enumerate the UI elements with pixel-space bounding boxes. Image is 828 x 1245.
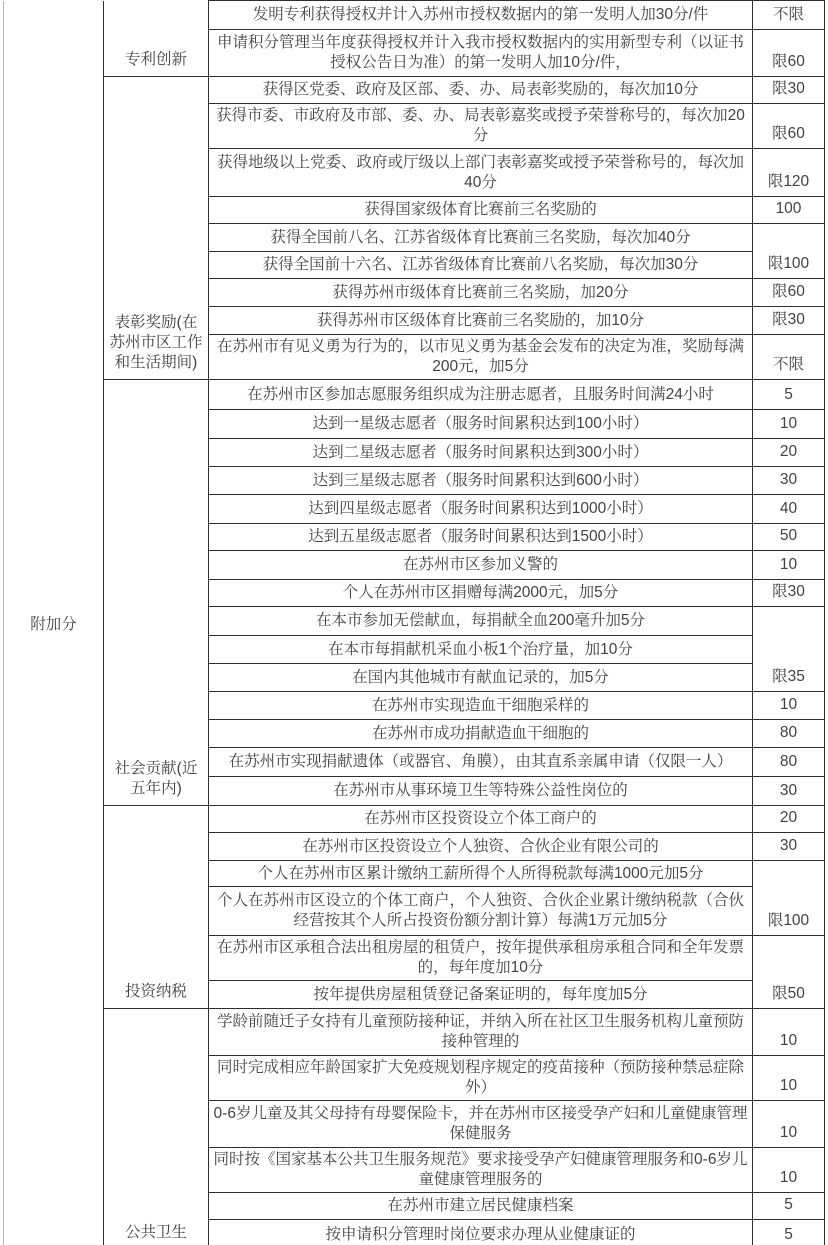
- criteria-cell: 0-6岁儿童及其父母持有母婴保险卡，并在苏州市区接受孕产妇和儿童健康管理保健服务: [209, 1101, 753, 1148]
- criteria-cell: 按年提供房屋租赁登记备案证明的，每年度加5分: [209, 981, 753, 1009]
- criteria-cell: 达到五星级志愿者（服务时间累积达到1500小时）: [209, 524, 753, 551]
- criteria-cell: 获得苏州市区级体育比赛前三名奖励的，加10分: [209, 307, 753, 335]
- criteria-cell: 个人在苏州市区设立的个体工商户，个人独资、合伙企业累计缴纳税款（合伙经营按其个人所占投资份额分割计算）每满1万元加5分: [209, 887, 753, 936]
- criteria-cell: 获得全国前十六名、江苏省级体育比赛前八名奖励，每次加30分: [209, 252, 753, 279]
- criteria-cell: 同时完成相应年龄国家扩大免疫规划程序规定的疫苗接种（预防接种禁忌症除外）: [209, 1056, 753, 1101]
- table-row: [4, 77, 825, 104]
- score-cell: 10: [753, 551, 825, 580]
- score-cell: 限120: [753, 149, 825, 197]
- score-cell: 5: [753, 1193, 825, 1220]
- criteria-cell: 在苏州市区承租合法出租房屋的租赁户，按年提供承租房承租合同和全年发票的，每年度加10分: [209, 936, 753, 981]
- criteria-cell: 发明专利获得授权并计入苏州市授权数据内的第一发明人加30分/件: [209, 1, 753, 30]
- score-cell: 不限: [753, 335, 825, 380]
- score-cell: 限60: [753, 104, 825, 149]
- criteria-cell: 在苏州市有见义勇为行为的，以市见义勇为基金会发布的决定为准，奖励每满200元，加5分: [209, 335, 753, 380]
- score-cell: 50: [753, 524, 825, 551]
- criteria-cell: 申请积分管理当年度获得授权并计入我市授权数据内的实用新型专利（以证书授权公告日为准）的第一发明人加10分/件，: [209, 30, 753, 77]
- score-cell-merged: 限100: [753, 224, 825, 279]
- table-row: [4, 380, 825, 410]
- score-cell: 80: [753, 748, 825, 777]
- criteria-cell: 按申请积分管理时岗位要求办理从业健康证的: [209, 1220, 753, 1245]
- section-cell-commendation-awards: 表彰奖励(在苏州市区工作和生活期间): [104, 77, 209, 380]
- criteria-cell: 获得全国前八名、江苏省级体育比赛前三名奖励，每次加40分: [209, 224, 753, 252]
- score-cell: 5: [753, 380, 825, 410]
- criteria-cell: 在苏州市建立居民健康档案: [209, 1193, 753, 1220]
- criteria-cell: 达到二星级志愿者（服务时间累积达到300小时）: [209, 439, 753, 467]
- criteria-cell: 在国内其他城市有献血记录的，加5分: [209, 664, 753, 692]
- score-cell: 限30: [753, 307, 825, 335]
- section-cell-investment-tax: 投资纳税: [104, 806, 209, 1009]
- score-cell: 30: [753, 833, 825, 861]
- criteria-cell: 获得市委、市政府及市部、委、办、局表彰嘉奖或授予荣誉称号的，每次加20分: [209, 104, 753, 149]
- section-cell-social-contribution: 社会贡献(近五年内): [104, 380, 209, 806]
- criteria-cell: 学龄前随迁子女持有儿童预防接种证，并纳入所在社区卫生服务机构儿童预防接种管理的: [209, 1009, 753, 1056]
- score-cell: 限60: [753, 279, 825, 307]
- criteria-cell: 在苏州市实现捐献遗体（或器官、角膜），由其直系亲属申请（仅限一人）: [209, 748, 753, 777]
- score-cell: 5: [753, 1220, 825, 1245]
- section-cell-patent-innovation: 专利创新: [104, 1, 209, 77]
- points-table: [3, 0, 825, 1245]
- score-cell-merged: 限35: [753, 607, 825, 692]
- criteria-cell: 在苏州市区参加义警的: [209, 551, 753, 580]
- criteria-cell: 在苏州市区投资设立个人独资、合伙企业有限公司的: [209, 833, 753, 861]
- score-cell: 100: [753, 197, 825, 224]
- score-cell-merged: 限100: [753, 861, 825, 936]
- criteria-cell: 在本市参加无偿献血，每捐献全血200毫升加5分: [209, 607, 753, 636]
- criteria-cell: 获得苏州市级体育比赛前三名奖励，加20分: [209, 279, 753, 307]
- score-cell: 不限: [753, 1, 825, 30]
- criteria-cell: 在本市每捐献机采血小板1个治疗量，加10分: [209, 636, 753, 664]
- criteria-cell: 在苏州市区投资设立个体工商户的: [209, 806, 753, 833]
- score-cell: 30: [753, 467, 825, 495]
- table-row: [4, 1009, 825, 1056]
- criteria-cell: 个人在苏州市区累计缴纳工薪所得个人所得税款每满1000元加5分: [209, 861, 753, 887]
- score-cell-merged: 限50: [753, 936, 825, 1009]
- score-cell: 10: [753, 410, 825, 439]
- score-cell: 限30: [753, 580, 825, 607]
- criteria-cell: 达到一星级志愿者（服务时间累积达到100小时）: [209, 410, 753, 439]
- criteria-cell: 在苏州市区参加志愿服务组织成为注册志愿者，且服务时间满24小时: [209, 380, 753, 410]
- table-row: [4, 806, 825, 833]
- main-category-cell: 附加分: [4, 1, 104, 1245]
- score-cell: 30: [753, 777, 825, 806]
- score-cell: 10: [753, 1101, 825, 1148]
- score-cell: 限30: [753, 77, 825, 104]
- criteria-cell: 在苏州市成功捐献造血干细胞的: [209, 720, 753, 748]
- criteria-cell: 同时按《国家基本公共卫生服务规范》要求接受孕产妇健康管理服务和0-6岁儿童健康管理服务的: [209, 1148, 753, 1193]
- section-cell-public-health: 公共卫生: [104, 1009, 209, 1245]
- score-cell: 20: [753, 806, 825, 833]
- criteria-cell: 获得区党委、政府及区部、委、办、局表彰奖励的，每次加10分: [209, 77, 753, 104]
- score-cell: 80: [753, 720, 825, 748]
- criteria-cell: 达到三星级志愿者（服务时间累积达到600小时）: [209, 467, 753, 495]
- score-cell: 10: [753, 1009, 825, 1056]
- score-cell: 限60: [753, 30, 825, 77]
- criteria-cell: 获得国家级体育比赛前三名奖励的: [209, 197, 753, 224]
- score-cell: 10: [753, 692, 825, 720]
- score-cell: 20: [753, 439, 825, 467]
- criteria-cell: 在苏州市从事环境卫生等特殊公益性岗位的: [209, 777, 753, 806]
- criteria-cell: 获得地级以上党委、政府或厅级以上部门表彰嘉奖或授予荣誉称号的，每次加40分: [209, 149, 753, 197]
- table-row: [4, 1, 825, 30]
- score-cell: 40: [753, 495, 825, 524]
- score-cell: 10: [753, 1148, 825, 1193]
- score-cell: 10: [753, 1056, 825, 1101]
- criteria-cell: 在苏州市实现造血干细胞采样的: [209, 692, 753, 720]
- criteria-cell: 个人在苏州市区捐赠每满2000元，加5分: [209, 580, 753, 607]
- criteria-cell: 达到四星级志愿者（服务时间累积达到1000小时）: [209, 495, 753, 524]
